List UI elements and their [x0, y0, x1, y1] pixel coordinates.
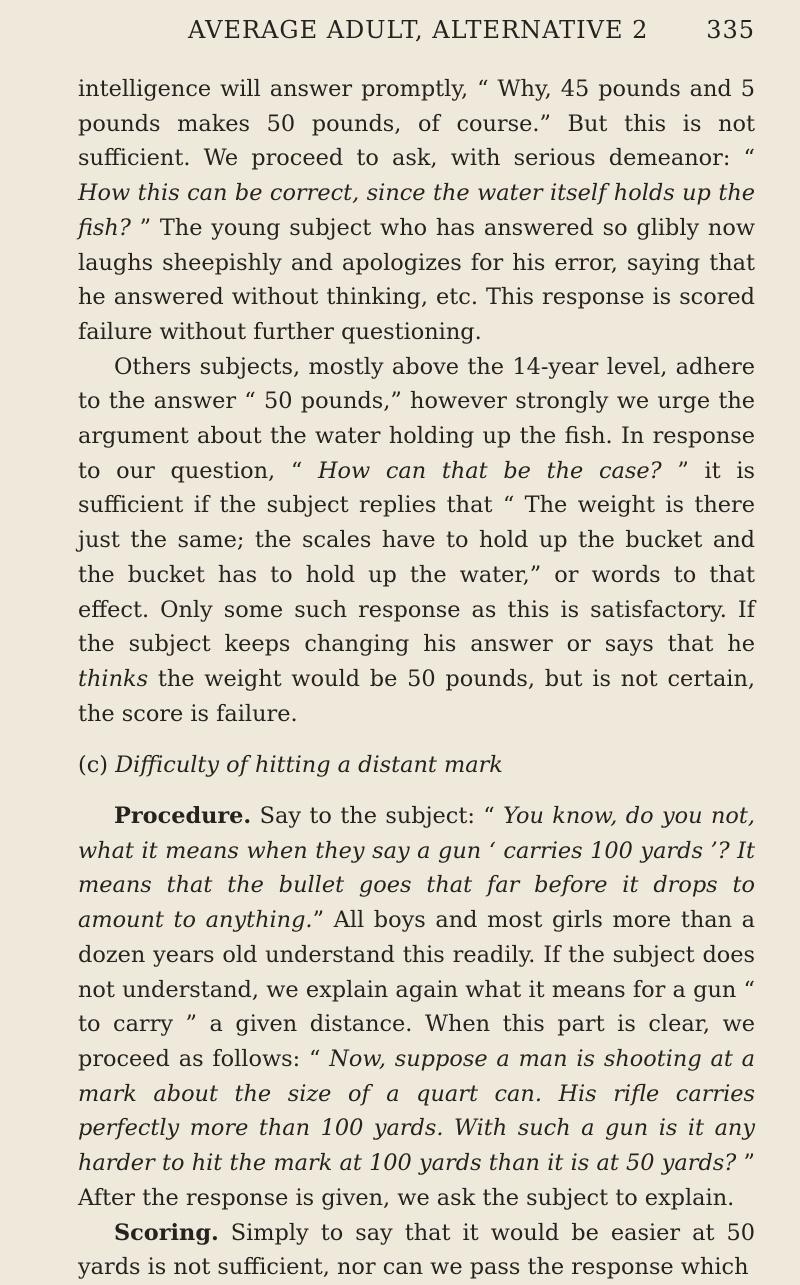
- p1-text-c: ” The young subject who has answered so glibly now laughs sheepishly and apologizes for his error, saying that he answered without thinking, etc. This response is scored failure without further questioning.: [78, 214, 755, 345]
- p4-text-a: Simply to say that it would be easier at 50 yards is not sufficient, nor can we pass the response which: [78, 1219, 755, 1281]
- paragraph-scoring: [78, 1216, 755, 1285]
- p3-text-e: ” After the response is given, we ask the subject to explain.: [78, 1150, 755, 1211]
- p3-text-c: ” All boys and most girls more than a dozen years old understand this readily. If the subject does not understand, we explain again what it means for a gun “ to carry ” a given distance. When this part is clear, we proceed as follows: “: [78, 907, 756, 1072]
- section-title: Difficulty of hitting a distant mark: [115, 752, 503, 779]
- scoring-lead: Scoring.: [114, 1219, 219, 1246]
- page-number: 335: [706, 16, 755, 44]
- section-heading: [78, 748, 755, 783]
- p2-text-a: Others subjects, mostly above the 14-year level, adhere to the answer “ 50 pounds,” however strongly we urge the argument about the water holding up the fish. In response to our question, “: [78, 353, 755, 484]
- p2-text-c: ” it is sufficient if the subject replies that “ The weight is there just the same; the scales have to hold up the bucket and the bucket has to hold up the water,” or words to that effect. Only some such response as this is satisfactory. If the subject keeps changing his answer or says that he: [78, 457, 755, 658]
- p2-italic-thinks: thinks: [78, 665, 149, 692]
- p2-italic-question: How can that be the case?: [318, 457, 662, 484]
- p1-italic-question: How this can be correct, since the water itself holds up the fish?: [78, 180, 755, 241]
- p3-italic-d: Now, suppose a man is shooting at a mark about the size of a quart can. His rifle carries perfectly more than 100 yards. With such a gun is it any harder to hit the mark at 100 yards than it is at 50 yards?: [78, 1045, 755, 1177]
- procedure-lead: Procedure.: [114, 803, 252, 830]
- running-header: [188, 16, 755, 56]
- p2-text-e: the weight would be 50 pounds, but is not certain, the score is failure.: [78, 665, 755, 727]
- paragraph-1: [78, 72, 755, 350]
- page-body: [78, 72, 755, 1285]
- p3-text-a: Say to the subject: “: [251, 803, 504, 830]
- section-label: (c): [78, 752, 109, 779]
- paragraph-procedure: [78, 799, 755, 1215]
- header-title: AVERAGE ADULT, ALTERNATIVE 2: [188, 16, 649, 44]
- paragraph-2: [78, 350, 755, 732]
- p1-text-a: intelligence will answer promptly, “ Why, 45 pounds and 5 pounds makes 50 pounds, of course.” But this is not sufficient. We proceed to ask, with serious demeanor: “: [78, 76, 755, 172]
- p3-italic-b: You know, do you not, what it means when they say a gun ‘ carries 100 yards ’? It means that the bullet goes that far before it drops to amount to anything.: [78, 803, 756, 934]
